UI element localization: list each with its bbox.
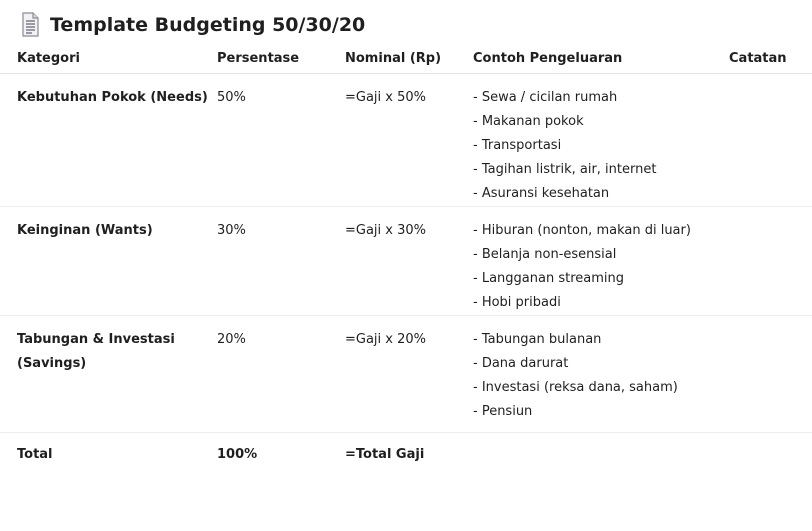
header-nominal: Nominal (Rp) <box>345 44 473 74</box>
catatan-cell <box>729 316 812 433</box>
list-item: - Dana darurat <box>473 356 569 371</box>
nominal-cell: =Gaji x 50% <box>345 74 473 207</box>
kategori-cell: Kebutuhan Pokok (Needs) <box>0 74 217 207</box>
table-row <box>0 74 812 207</box>
list-item: - Belanja non-esensial <box>473 247 617 262</box>
table-row <box>0 207 812 316</box>
persentase-cell: 20% <box>217 316 345 433</box>
list-item: - Langganan streaming <box>473 271 624 286</box>
header-kategori: Kategori <box>0 44 217 74</box>
total-persentase: 100% <box>217 447 258 462</box>
catatan-cell <box>729 74 812 207</box>
contoh-list <box>473 86 729 206</box>
contoh-cell <box>473 74 729 207</box>
header-catatan: Catatan <box>729 44 812 74</box>
nominal-cell: =Gaji x 30% <box>345 207 473 316</box>
list-item: - Sewa / cicilan rumah <box>473 90 618 105</box>
nominal-cell: =Gaji x 20% <box>345 316 473 433</box>
total-contoh-empty <box>473 433 729 478</box>
contoh-cell <box>473 207 729 316</box>
contoh-list <box>473 328 729 424</box>
header-contoh: Contoh Pengeluaran <box>473 44 729 74</box>
catatan-cell <box>729 207 812 316</box>
contoh-cell <box>473 316 729 433</box>
total-nominal: =Total Gaji <box>345 447 425 462</box>
total-label: Total <box>17 447 53 462</box>
list-item: - Pensiun <box>473 404 533 419</box>
table-row <box>0 316 812 433</box>
page-title <box>20 11 365 39</box>
persentase-cell: 30% <box>217 207 345 316</box>
persentase-cell: 50% <box>217 74 345 207</box>
list-item: - Transportasi <box>473 138 562 153</box>
list-item: - Hobi pribadi <box>473 295 561 310</box>
contoh-list <box>473 219 729 315</box>
list-item: - Hiburan (nonton, makan di luar) <box>473 223 691 238</box>
document-icon <box>20 12 40 38</box>
header-persentase: Persentase <box>217 44 345 74</box>
kategori-cell: Tabungan & Investasi (Savings) <box>0 316 217 433</box>
list-item: - Tabungan bulanan <box>473 332 602 347</box>
total-catatan-empty <box>729 433 812 478</box>
list-item: - Tagihan listrik, air, internet <box>473 162 657 177</box>
list-item: - Makanan pokok <box>473 114 584 129</box>
list-item: - Investasi (reksa dana, saham) <box>473 380 678 395</box>
total-row <box>0 433 812 478</box>
document-title: Template Budgeting 50/30/20 <box>50 14 366 36</box>
table-header-row <box>0 44 812 74</box>
list-item: - Asuransi kesehatan <box>473 186 610 201</box>
kategori-cell: Keinginan (Wants) <box>0 207 217 316</box>
budget-table <box>0 44 812 477</box>
